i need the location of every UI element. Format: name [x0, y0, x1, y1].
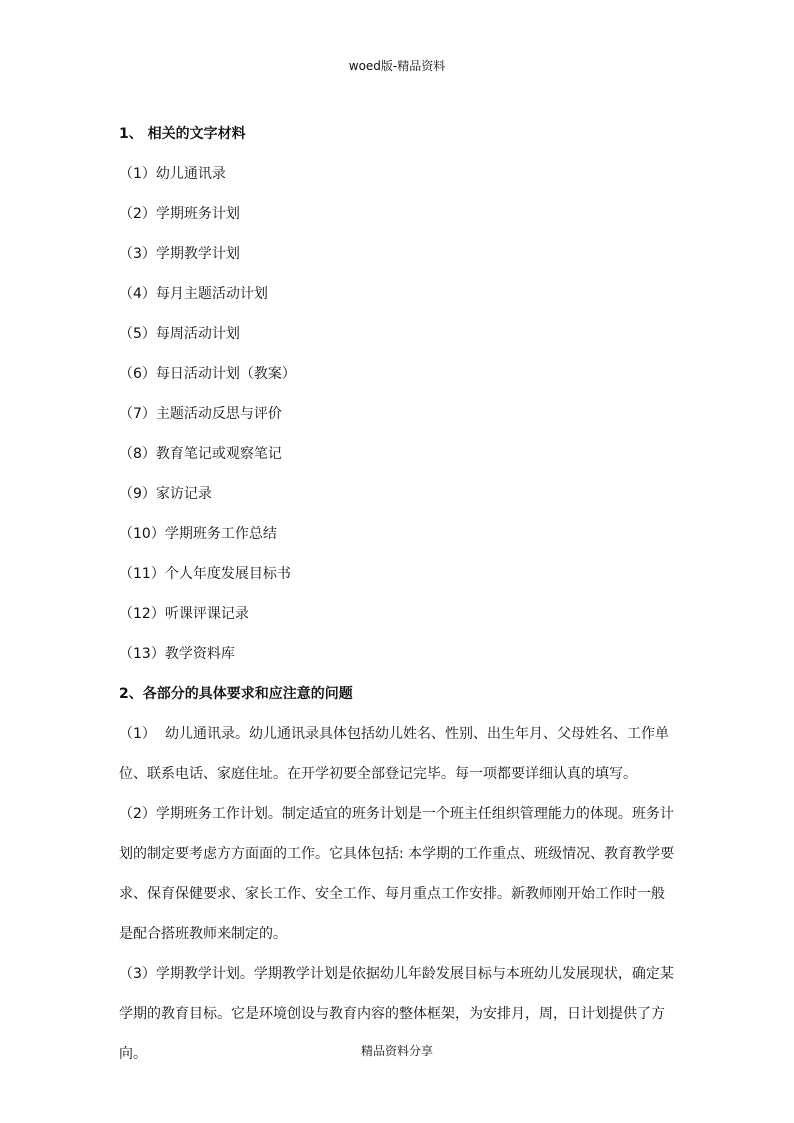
- list-item: （3）学期教学计划: [119, 246, 240, 262]
- page-header: woed版-精品资料: [348, 59, 446, 73]
- list-item: （7）主题活动反思与评价: [119, 406, 282, 422]
- materials-list: [119, 154, 677, 674]
- section-2-heading: 2、各部分的具体要求和应注意的问题: [119, 686, 353, 702]
- list-item: （11）个人年度发展目标书: [119, 566, 291, 582]
- list-item: （8）教育笔记或观察笔记: [119, 446, 282, 462]
- list-item: （10）学期班务工作总结: [119, 526, 277, 542]
- section-1-heading: 1、 相关的文字材料: [119, 126, 246, 142]
- page-footer: 精品资料分享: [360, 1044, 433, 1058]
- paragraph-class-plan: （2）学期班务工作计划。制定适宜的班务计划是一个班主任组织管理能力的体现。班务计划的制定要考虑方方面面的工作。它具体包括: 本学期的工作重点、班级情况、教育教学要求、保育保健要求、家长工作、安全工作、每月重点工作安排。新教师刚开始工作时一般是配合搭班教师来制定的。: [119, 806, 675, 942]
- list-item: （4）每月主题活动计划: [119, 286, 268, 302]
- paragraph-contacts: [119, 714, 677, 794]
- paragraph-teaching-plan: （3）学期教学计划。学期教学计划是依据幼儿年龄发展目标与本班幼儿发展现状，确定某学期的教育目标。它是环境创设与教育内容的整体框架，为安排月，周，日计划提供了方向。: [119, 966, 674, 1062]
- paragraph-number: （1）: [119, 726, 156, 742]
- list-item: （2）学期班务计划: [119, 206, 240, 222]
- list-item: （6）每日活动计划（教案）: [119, 366, 296, 382]
- list-item: （13）教学资料库: [119, 646, 235, 662]
- list-item: （5）每周活动计划: [119, 326, 240, 342]
- list-item: （12）听课评课记录: [119, 606, 249, 622]
- paragraph-text: 幼儿通讯录。幼儿通讯录具体包括幼儿姓名、性别、出生年月、父母姓名、工作单位、联系电话、家庭住址。在开学初要全部登记完毕。每一项都要详细认真的填写。: [119, 726, 669, 782]
- document-body: [119, 114, 677, 1074]
- list-item: （1）幼儿通讯录: [119, 166, 226, 182]
- list-item: （9）家访记录: [119, 486, 212, 502]
